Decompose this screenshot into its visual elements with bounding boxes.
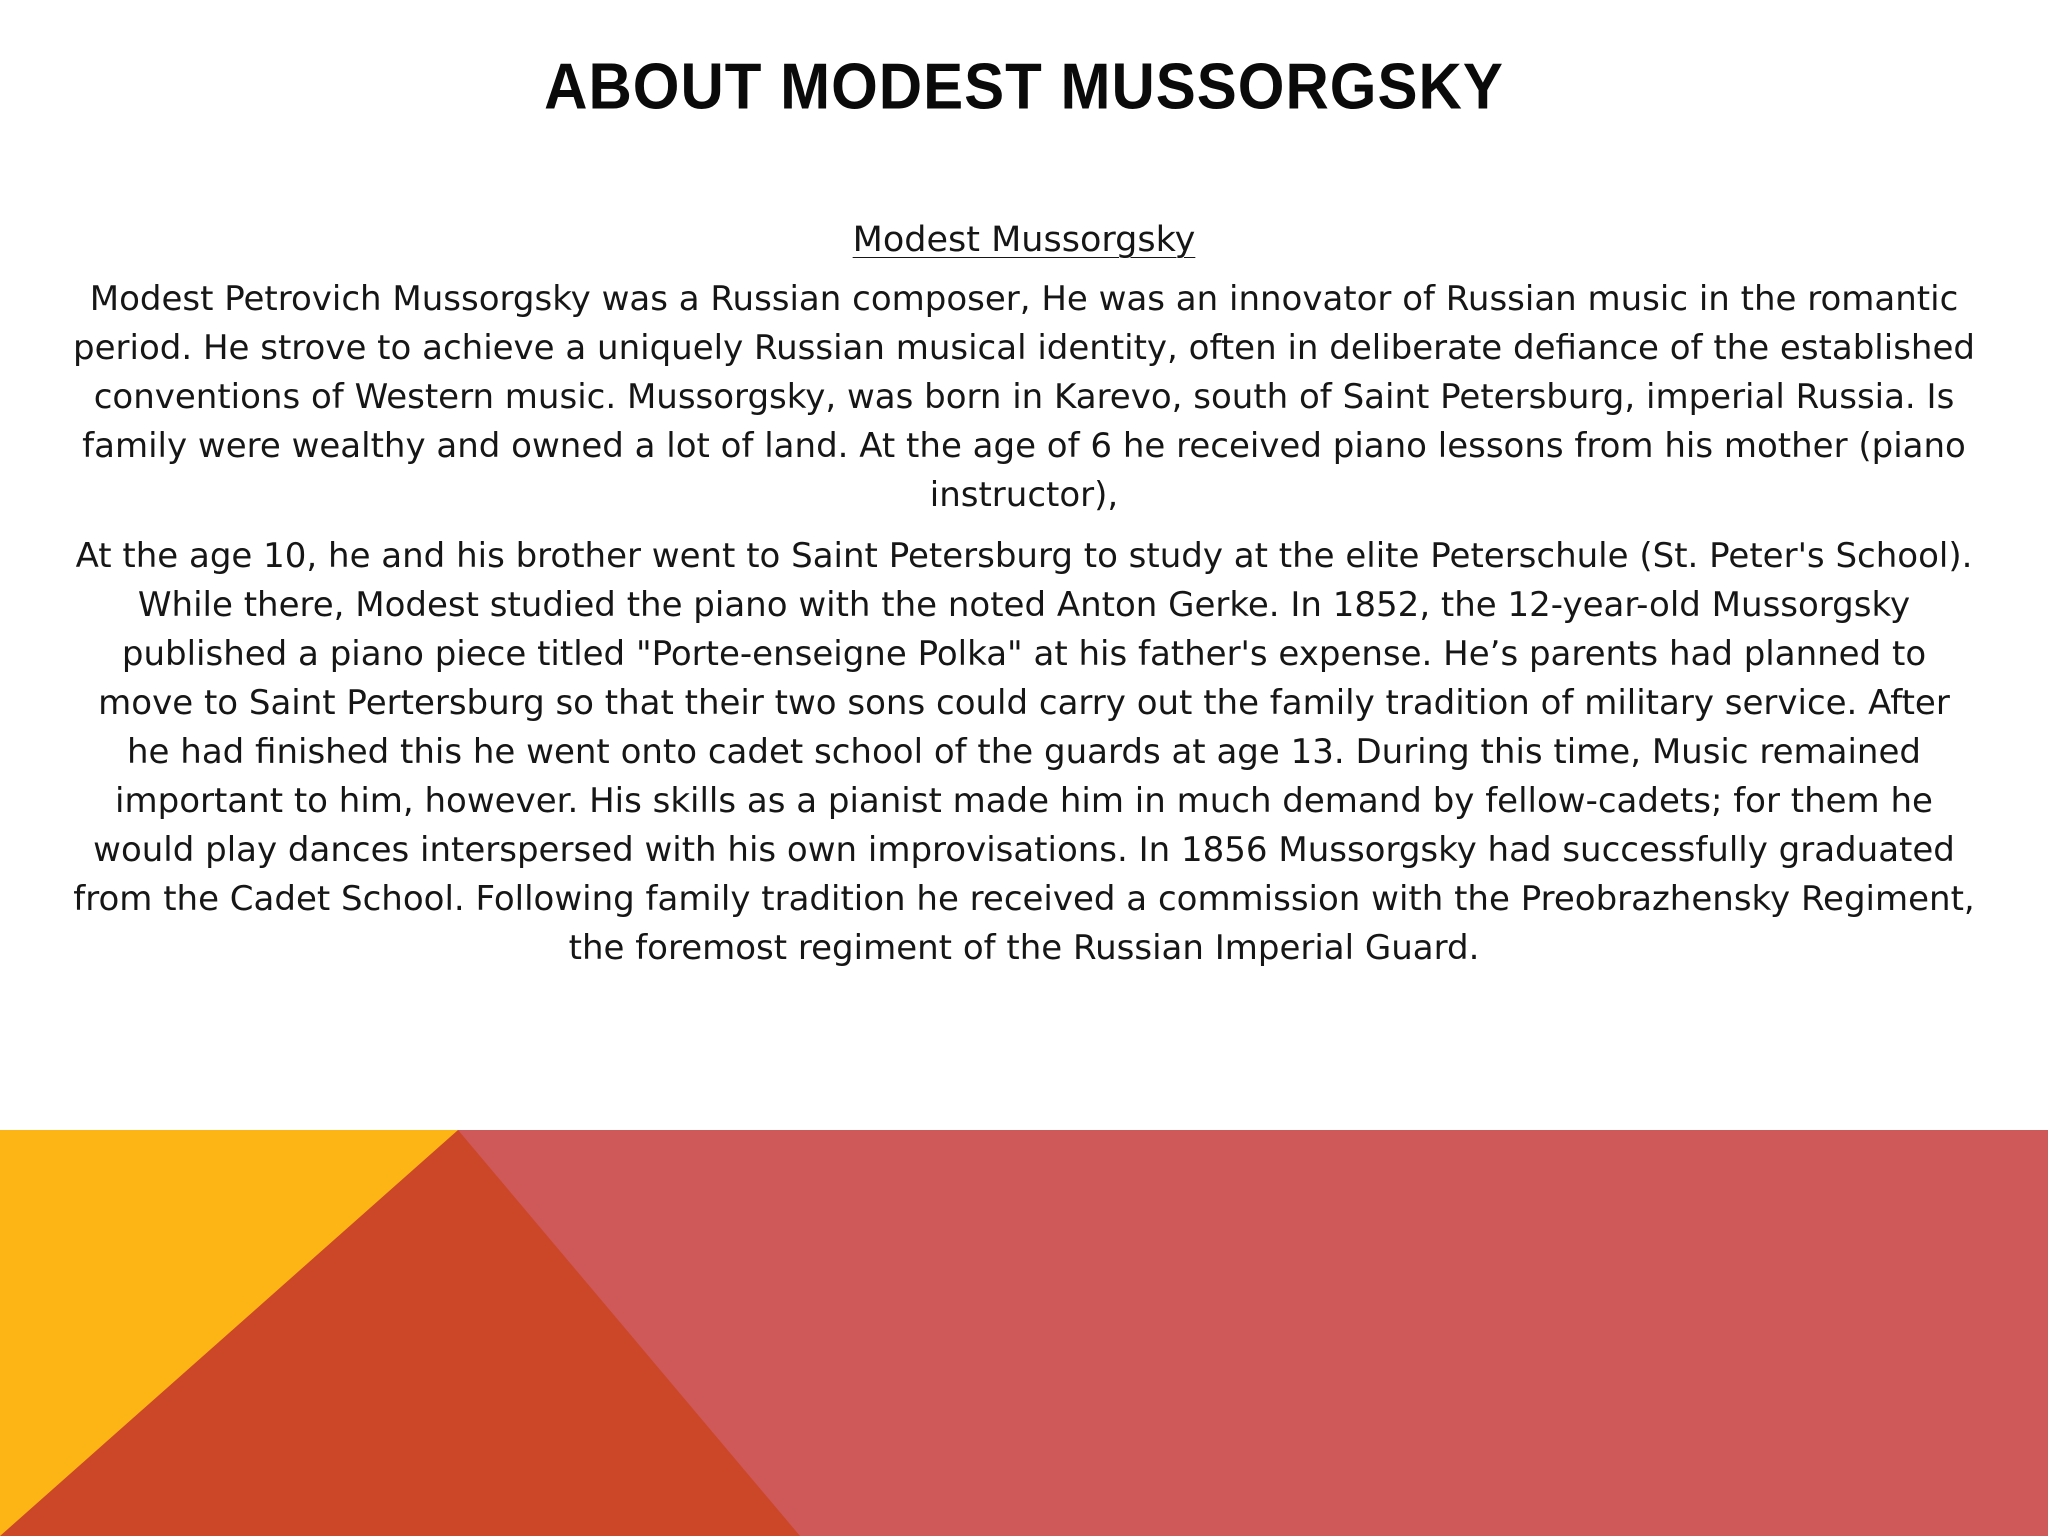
paragraph-early-life: Modest Petrovich Mussorgsky was a Russian composer, He was an innovator of Russian music in the romantic period. He strove to achieve a uniquely Russian musical identity, often in deliberate defiance of the established conventions of Western music. Mussorgsky, was born in Karevo, south of Saint Petersburg, imperial Russia. Is family were wealthy and owned a lot of land. At the age of 6 he received piano lessons from his mother (piano instructor), xyxy=(73,279,1975,515)
slide-body xyxy=(36,216,2012,985)
decorative-footer-shapes xyxy=(0,1130,2048,1536)
slide-title: ABOUT MODEST MUSSORGSKY xyxy=(544,50,1504,123)
subheading: Modest Mussorgsky xyxy=(852,220,1196,260)
paragraph-education: At the age 10, he and his brother went to Saint Petersburg to study at the elite Peterschule (St. Peter's School). While there, Modest studied the piano with the noted Anton Gerke. In 1852, the 12-year-old Mussorgsky published a piano piece titled "Porte-enseigne Polka" at his father's expense. He’s parents had planned to move to Saint Pertersburg so that their two sons could carry out the family tradition of military service. After he had finished this he went onto cadet school of the guards at age 13. During this time, Music remained important to him, however. His skills as a pianist made him in much demand by fellow-cadets; for them he would play dances interspersed with his own improvisations. In 1856 Mussorgsky had successfully graduated from the Cadet School. Following family tradition he received a commission with the Preobrazhensky Regiment, the foremost regiment of the Russian Imperial Guard. xyxy=(73,536,1975,968)
subheading-wrapper xyxy=(36,216,2012,275)
